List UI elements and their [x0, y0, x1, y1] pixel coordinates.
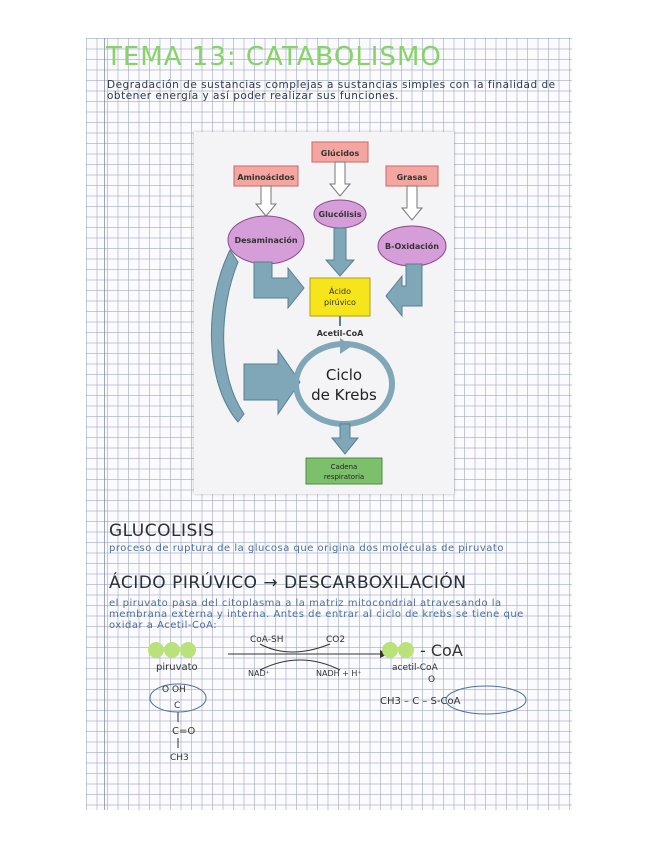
coa-sh-label: CoA-SH: [250, 635, 284, 645]
arrow-aminoacidos: [256, 186, 276, 216]
arrow-glucidos: [330, 162, 350, 196]
c2-label: C=O: [172, 726, 196, 737]
arrow-b-oxidacion: [386, 264, 422, 316]
intro-text: Degradación de sustancias complejas a sustancias simples con la finalidad de obtener energía y así poder realizar sus funciones.: [107, 79, 556, 102]
arrow-glucolisis-down: [326, 228, 354, 276]
arrow-to-krebs: [244, 350, 300, 414]
piruvato-label: piruvato: [156, 662, 198, 673]
desaminacion-label: Desaminación: [234, 236, 298, 245]
krebs-label-2: de Krebs: [311, 386, 377, 404]
carbon-dot: [382, 642, 398, 658]
arrow-cadena: [332, 424, 358, 454]
side-curved-arrow: [211, 250, 244, 422]
acetil-coa-label: Acetil-CoA: [316, 329, 364, 338]
acetil-formula: CH3 – C – S-CoA: [380, 696, 461, 707]
ch3-label: CH3: [170, 753, 189, 763]
cadena-label-1: Cadena: [330, 463, 358, 471]
carbon-dot: [164, 642, 180, 658]
co2-label: CO2: [326, 635, 346, 645]
cadena-label-2: respiratoria: [323, 473, 365, 481]
acido-text: el piruvato pasa del citoplasma a la matriz mitocondrial atravesando la membrana externa y interna. Antes de entrar al ciclo de krebs se tiene que oxidar a Acetil-CoA:: [109, 598, 524, 631]
acido-heading: ÁCIDO PIRÚVICO → DESCARBOXILACIÓN: [109, 573, 467, 593]
o-top-label: O: [428, 675, 436, 685]
nad-label: NAD⁺: [248, 669, 270, 678]
arrow-grasas: [402, 186, 422, 220]
arrow-desaminacion: [254, 262, 304, 308]
catabolism-diagram: [194, 132, 454, 494]
margin-line: [104, 38, 105, 810]
b-oxidacion-label: B-Oxidación: [385, 242, 439, 251]
coa-label: - CoA: [420, 641, 463, 660]
acetil-label: acetil-CoA: [392, 663, 438, 673]
nadh-label: NADH + H⁺: [316, 669, 362, 678]
carbon-dot: [148, 642, 164, 658]
aminoacidos-label: Aminoácidos: [237, 173, 295, 182]
krebs-cycle-ring: [296, 344, 392, 424]
glucolisis-label: Glucólisis: [318, 210, 362, 219]
oh-label: O OH: [162, 685, 186, 695]
diagram-svg: [194, 132, 454, 494]
carbon-dot: [180, 642, 196, 658]
krebs-arrowhead: [340, 338, 352, 354]
reaction-scheme: [140, 630, 540, 770]
c1-label: C: [174, 701, 181, 711]
acido-label-1: Ácido: [329, 287, 351, 296]
carbon-dot: [398, 642, 414, 658]
curve-coa: [260, 644, 330, 652]
glucolisis-text: proceso de ruptura de la glucosa que origina dos moléculas de piruvato: [109, 543, 504, 554]
acido-label-2: pirúvico: [324, 298, 356, 307]
krebs-label-1: Ciclo: [325, 366, 363, 384]
acido-piruvico-box: [310, 278, 370, 316]
glucolisis-heading: GLUCOLISIS: [109, 521, 215, 541]
page-title: TEMA 13: CATABOLISMO: [106, 42, 442, 72]
grasas-label: Grasas: [396, 173, 428, 182]
glucidos-label: Glúcidos: [320, 149, 360, 158]
